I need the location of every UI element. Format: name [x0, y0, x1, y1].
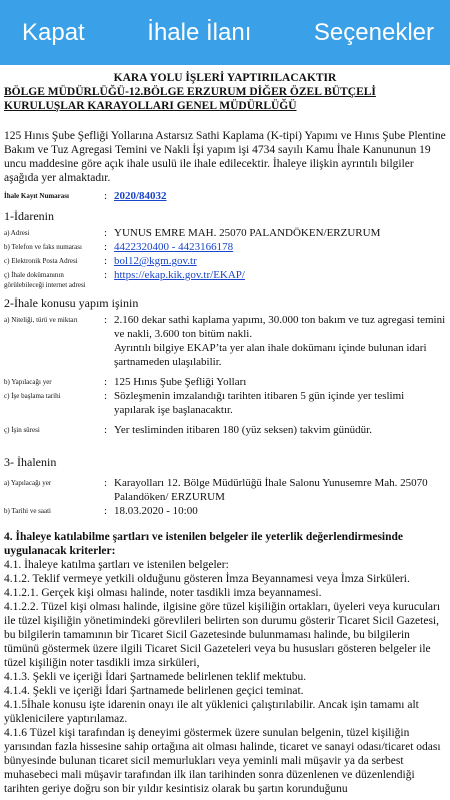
nitelik-label: a) Niteliği, türü ve miktarı [4, 316, 78, 324]
eposta-link[interactable]: bol12@kgm.gov.tr [114, 255, 197, 267]
web-row: ç) İhale dokümanının görülebileceği internet adresi : https://ekap.kik.gov.tr/EKAP/ [0, 268, 450, 290]
sure-value: Yer tesliminden itibaren 180 (yüz seksen) takvim günüdür. [114, 424, 372, 436]
criteria-4-1-2-2: 4.1.2.2. Tüzel kişi olması halinde, ilgisine göre tüzel kişiliğin ortakları, üyeleri veya kurucuları ile tüzel kişiliğin yönetimindeki görevlileri belirten son durumu gösterir Ticaret Sicil Gazetesi, bu bilgilerin tamamının bir Ticaret Sicil Gazetesinde bulunmaması halinde, bu bilgilerin tümünü göstermek üzere ilgili Ticaret Sicil Gazeteleri veya bu hususları gösteren belgeler ile tüzel kişiliğin noter tasdikli imza sirküleri, [4, 601, 441, 669]
tel-row: b) Telefon ve faks numarası : 4422320400 - 4423166178 [0, 240, 450, 254]
adres-label: a) Adresi [4, 229, 30, 237]
yer-label: b) Yapılacağı yer [4, 378, 52, 386]
section-1-title: 1-İdarenin [4, 209, 54, 223]
adres-value: YUNUS EMRE MAH. 25070 PALANDÖKEN/ERZURUM [114, 227, 381, 239]
kayit-value[interactable]: 2020/84032 [114, 190, 167, 202]
criteria-4-1-2: 4.1.2. Teklif vermeye yetkili olduğunu gösteren İmza Beyannamesi veya İmza Sirküleri. [4, 573, 410, 585]
ihale-yer-label: a) Yapılacağı yer [4, 479, 52, 487]
tarih-value: 18.03.2020 - 10:00 [114, 505, 198, 517]
web-label: ç) İhale dokümanının görülebileceği internet adresi [4, 271, 86, 289]
section-2-title: 2-İhale konusu yapım işinin [4, 296, 139, 310]
page-title: İhale İlanı [147, 18, 252, 46]
eposta-label: c) Elektronik Posta Adresi [4, 257, 78, 265]
ihale-yer-row: a) Yapılacağı yer : Karayolları 12. Bölge Müdürlüğü İhale Salonu Yunusemre Mah. 25070 Palandöken/ ERZURUM [0, 476, 450, 504]
tel-value[interactable]: 4422320400 - 4423166178 [114, 241, 234, 253]
section-3-title: 3- İhalenin [4, 455, 57, 469]
close-button[interactable]: Kapat [22, 18, 85, 46]
tarih-label: b) Tarihi ve saati [4, 507, 52, 515]
section-4-title: 4. İhaleye katılabilme şartları ve istenilen belgeler ile yeterlik değerlendirmesinde uygulanacak kriterler: [4, 531, 404, 557]
document-body [0, 65, 450, 800]
doc-heading: KARA YOLU İŞLERİ YAPTIRILACAKTIR [113, 72, 337, 84]
web-link[interactable]: https://ekap.kik.gov.tr/EKAP/ [114, 269, 245, 281]
basla-label: c) İşe başlama tarihi [4, 392, 61, 400]
options-button[interactable]: Seçenekler [313, 18, 434, 46]
yer-row: b) Yapılacağı yer : 125 Hınıs Şube Şefliği Yolları [0, 375, 450, 389]
doc-subheading: BÖLGE MÜDÜRLÜĞÜ-12.BÖLGE ERZURUM DİĞER ÖZEL BÜTÇELİ KURULUŞLAR KARAYOLLARI GENEL MÜDÜRLÜĞÜ [4, 86, 376, 112]
kayit-label: İhale Kayıt Numarası [4, 192, 69, 200]
intro-paragraph: 125 Hınıs Şube Şefliği Yollarına Astarsız Sathi Kaplama (K-tipi) Yapımı ve Hınıs Şube Plentine Bakım ve Tuz Agregasi Temini ve Nakli İşi yapım işi 4734 sayılı Kamu İhale Kanununun 19 uncu maddesine göre açık ihale usulü ile ihale edilecektir. İhaleye ilişkin ayrıntılı bilgiler aşağıda yer almaktadır. [4, 130, 446, 184]
kayit-row: İhale Kayıt Numarası : 2020/84032 [0, 189, 450, 203]
nitelik-value: 2.160 dekar sathi kaplama yapımı, 30.000 ton bakım ve tuz agregasi temini ve nakli, 3.600 ton bitüm nakli. [114, 314, 446, 340]
tel-label: b) Telefon ve faks numarası [4, 243, 82, 251]
eposta-row: c) Elektronik Posta Adresi : bol12@kgm.gov.tr [0, 254, 450, 268]
basla-row: c) İşe başlama tarihi : Sözleşmenin imzalandığı tarihten itibaren 5 gün içinde yer teslimi yapılarak işe başlanacaktır. [0, 389, 450, 417]
nitelik-row: a) Niteliği, türü ve miktarı : 2.160 dekar sathi kaplama yapımı, 30.000 ton bakım ve tuz agregasi temini ve nakli, 3.600 ton bitüm nakli. Ayrıntılı bilgiye EKAP’ta yer alan ihale dokümanı içinde bulunan idari şartnameden ulaşılabilir. [4, 314, 446, 368]
criteria-4-1-4: 4.1.4. Şekli ve içeriği İdari Şartnamede belirlenen geçici teminat. [4, 685, 304, 697]
basla-value: Sözleşmenin imzalandığı tarihten itibaren 5 gün içinde yer teslimi yapılarak işe başlanacaktır. [114, 390, 405, 416]
yer-value: 125 Hınıs Şube Şefliği Yolları [114, 376, 247, 388]
sure-label: ç) İşin süresi [4, 426, 40, 434]
sure-row: ç) İşin süresi : Yer tesliminden itibaren 180 (yüz seksen) takvim günüdür. [0, 423, 450, 437]
criteria-4-1: 4.1. İhaleye katılma şartları ve istenilen belgeler: [4, 559, 229, 571]
tarih-row: b) Tarihi ve saati : 18.03.2020 - 10:00 [0, 504, 450, 518]
adres-row: a) Adresi : YUNUS EMRE MAH. 25070 PALANDÖKEN/ERZURUM [0, 226, 450, 240]
criteria-4-1-6: 4.1.6 Tüzel kişi tarafından iş deneyimi göstermek üzere sunulan belgenin, tüzel kişiliğin yarısından fazla hissesine sahip ortağına ait olması halinde, ticaret ve sanayi odası/ticaret odası bünyesinde bulunan ticaret sicil memurlukları veya yeminli mali müşavir ya da serbest muhasebeci mali müşavir tarafından ilk ilan tarihinden sonra düzenlenen ve düzenlendiği tarihten geriye doğru son bir yıldır kesintisiz olarak bu şartın korunduğunu [4, 727, 441, 795]
criteria-4-1-3: 4.1.3. Şekli ve içeriği İdari Şartnamede belirlenen teklif mektubu. [4, 671, 307, 683]
top-toolbar [0, 0, 450, 65]
criteria-4-1-5: 4.1.5İhale konusu işte idarenin onayı ile alt yüklenici çalıştırılabilir. Ancak işin tamamı alt yüklenicilere yaptırılamaz. [4, 699, 419, 725]
nitelik-note: Ayrıntılı bilgiye EKAP’ta yer alan ihale dokümanı içinde bulunan idari şartnameden ulaşılabilir. [114, 342, 427, 368]
criteria-4-1-2-1: 4.1.2.1. Gerçek kişi olması halinde, noter tasdikli imza beyannamesi. [4, 587, 322, 599]
ihale-yer-value: Karayolları 12. Bölge Müdürlüğü İhale Salonu Yunusemre Mah. 25070 Palandöken/ ERZURUM [114, 477, 428, 503]
